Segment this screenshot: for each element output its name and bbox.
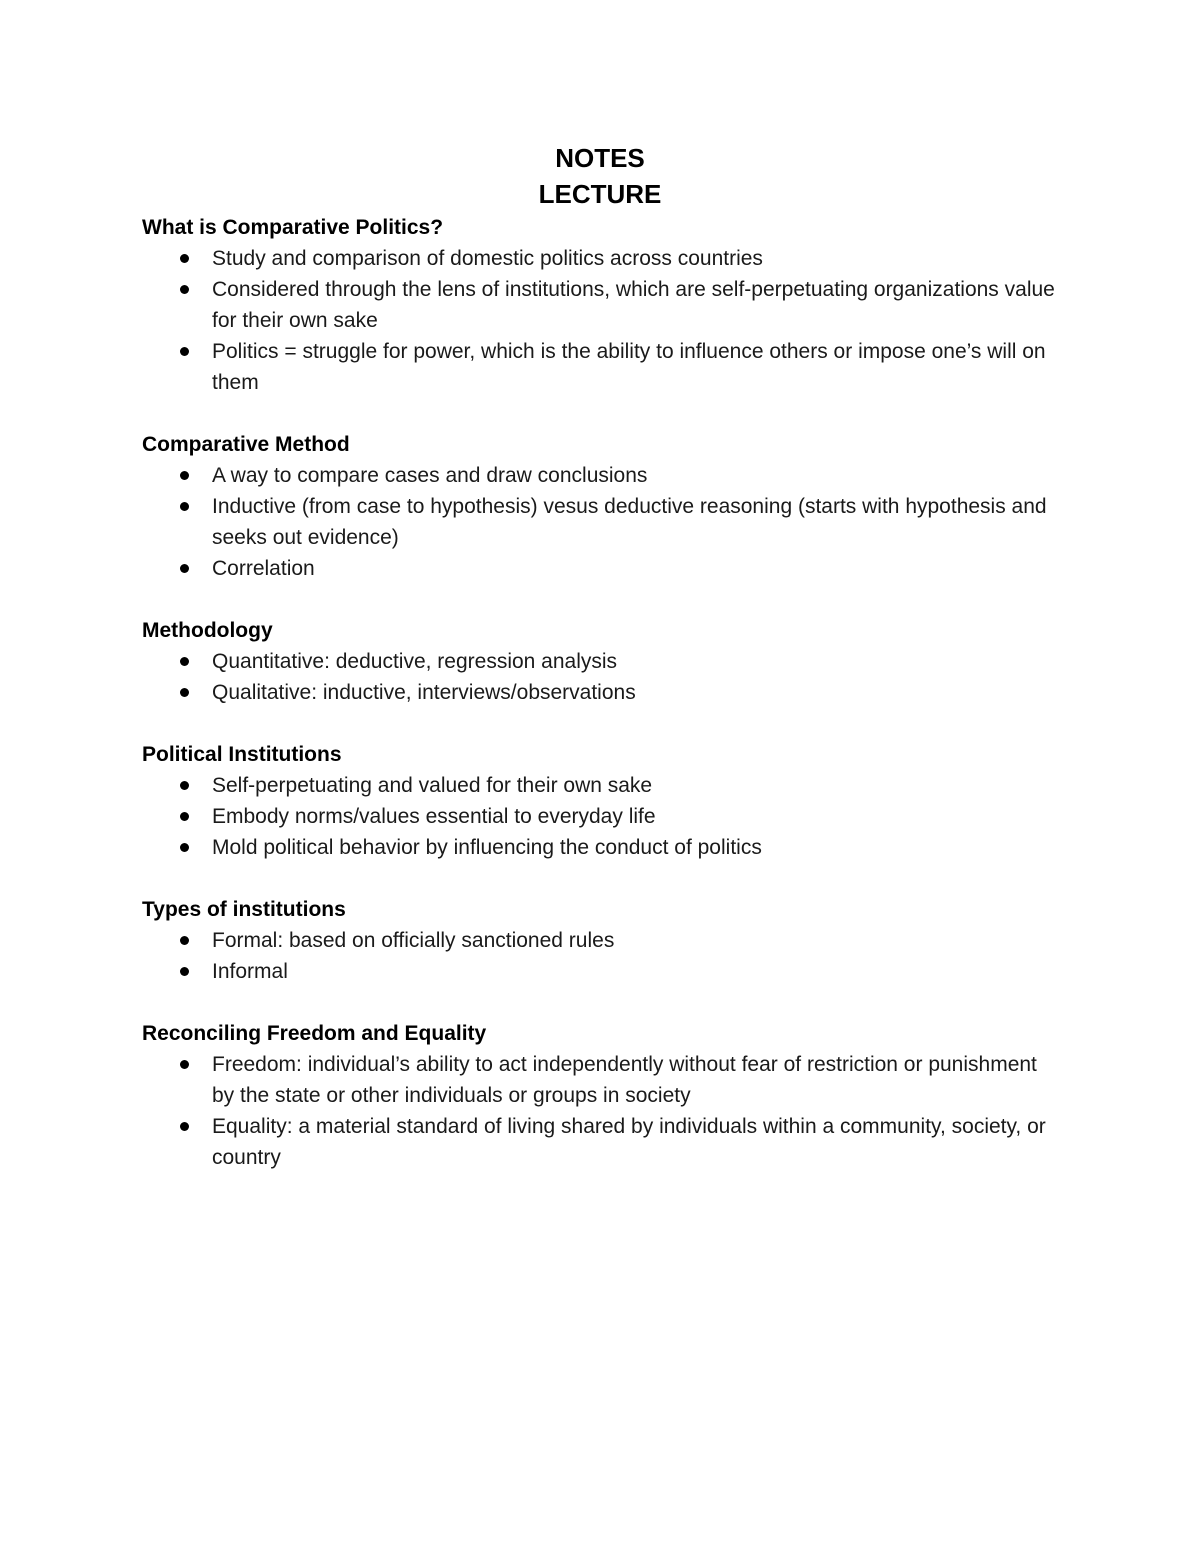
list-item-text: Mold political behavior by influencing the conduct of politics [212,836,762,859]
section-heading: What is Comparative Politics? [142,216,444,239]
section [142,615,1062,708]
list-item-text: Qualitative: inductive, interviews/observations [212,681,636,704]
section-heading: Methodology [142,619,273,642]
list-item-text: Politics = struggle for power, which is the ability to influence others or impose one’s will on them [212,340,1046,394]
section-heading: Types of institutions [142,898,346,921]
bullet-list [142,925,1062,987]
list-item [142,832,1062,863]
section [142,1018,1062,1173]
list-item [142,956,1062,987]
bullet-icon [180,502,189,511]
bullet-icon [180,254,189,263]
list-item [142,491,1062,553]
list-item-text: Formal: based on officially sanctioned rules [212,929,615,952]
list-item [142,460,1062,491]
list-item [142,677,1062,708]
section [142,212,1062,398]
bullet-icon [180,688,189,697]
list-item-text: Study and comparison of domestic politics across countries [212,247,763,270]
bullet-list [142,460,1062,584]
list-item-text: Informal [212,960,288,983]
list-item-text: Equality: a material standard of living shared by individuals within a community, society, or country [212,1115,1046,1169]
section [142,429,1062,584]
list-item [142,243,1062,274]
bullet-icon [180,812,189,821]
bullet-icon [180,471,189,480]
section-heading: Reconciling Freedom and Equality [142,1022,487,1045]
list-item-text: Freedom: individual’s ability to act independently without fear of restriction or punishment by the state or other individuals or groups in society [212,1053,1037,1107]
list-item-text: Considered through the lens of institutions, which are self-perpetuating organizations value for their own sake [212,278,1055,332]
bullet-list [142,646,1062,708]
list-item [142,1111,1062,1173]
list-item [142,553,1062,584]
list-item-text: Correlation [212,557,315,580]
bullet-icon [180,781,189,790]
bullet-icon [180,347,189,356]
list-item [142,801,1062,832]
list-item [142,925,1062,956]
list-item [142,336,1062,398]
notes-content [142,212,1062,1204]
list-item-text: Self-perpetuating and valued for their own sake [212,774,653,797]
section-heading: Comparative Method [142,433,350,456]
list-item-text: Embody norms/values essential to everyday life [212,805,656,828]
bullet-icon [180,1060,189,1069]
bullet-icon [180,657,189,666]
section-heading: Political Institutions [142,743,342,766]
page-subtitle: LECTURE [538,179,662,209]
bullet-list [142,1049,1062,1173]
list-item [142,646,1062,677]
list-item [142,274,1062,336]
bullet-icon [180,967,189,976]
bullet-icon [180,843,189,852]
section [142,894,1062,987]
page-title: NOTES [555,143,645,173]
list-item-text: Quantitative: deductive, regression analysis [212,650,618,673]
section [142,739,1062,863]
list-item [142,770,1062,801]
bullet-icon [180,1122,189,1131]
list-item-text: Inductive (from case to hypothesis) vesus deductive reasoning (starts with hypothesis and seeks out evidence) [212,495,1047,549]
bullet-list [142,243,1062,398]
bullet-icon [180,564,189,573]
bullet-icon [180,936,189,945]
list-item [142,1049,1062,1111]
bullet-icon [180,285,189,294]
list-item-text: A way to compare cases and draw conclusions [212,464,648,487]
bullet-list [142,770,1062,863]
